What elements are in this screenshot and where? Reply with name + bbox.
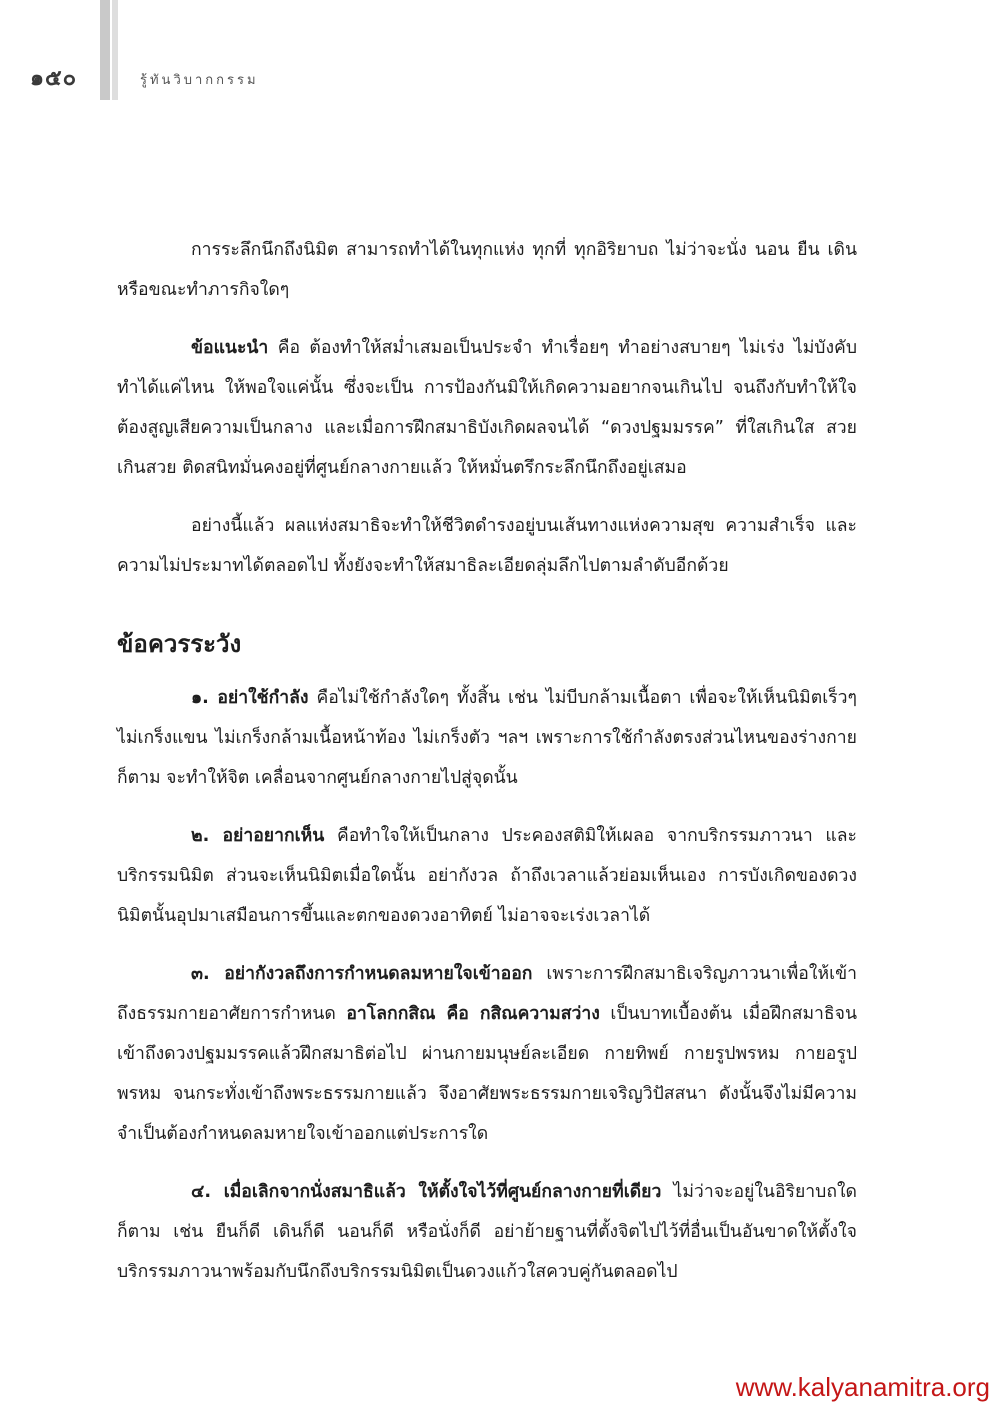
caution-item-text-continued: เป็นบาทเบื้องต้น เมื่อฝึกสมาธิจนเข้าถึงดวงปฐมมรรคแล้วฝึกสมาธิต่อไป ผ่านกายมนุษย์ละเอียด กายทิพย์ กายรูปพรหม กายอรูปพรหม จนกระทั่งเข้าถึงพระธรรมกายแล้ว จึงอาศัยพระธรรมกายเจริญวิปัสสนา ดังนั้นจึงไม่มีความจำเป็นต้องกำหนดลมหายใจเข้าออกแต่ประการใด (117, 1004, 857, 1144)
caution-item-text: เพราะการฝึกสมาธิเจริญภาวนาเพื่อให้เข้าถึงธรรมกายอาศัยการกำหนด (117, 964, 857, 1024)
paragraph-text: การระลึกนึกถึงนิมิต สามารถทำได้ในทุกแห่ง ทุกที่ ทุกอิริยาบถ ไม่ว่าจะนั่ง นอน ยืน เดิน หรือขณะทำภารกิจใดๆ (117, 240, 857, 300)
paragraph-lead: ข้อแนะนำ (191, 338, 269, 358)
caution-item (117, 816, 857, 936)
gutter-bar (100, 0, 110, 100)
gutter-bar-light (112, 0, 118, 100)
running-title: รู้ทันวิบากกรรม (140, 73, 259, 88)
footer-url-link[interactable]: www.kalyanamitra.org (735, 1372, 990, 1402)
paragraph-text: คือ ต้องทำให้สม่ำเสมอเป็นประจำ ทำเรื่อยๆ ทำอย่างสบายๆ ไม่เร่ง ไม่บังคับ ทำได้แค่ไหน ให้พอใจแค่นั้น ซึ่งจะเป็น การป้องกันมิให้เกิดความอยากจนเกินไป จนถึงกับทำให้ใจต้องสูญเสียความเป็นกลาง และเมื่อการฝึกสมาธิบังเกิดผลจนได้ “ดวงปฐมมรรค” ที่ใสเกินใส สวยเกินสวย ติดสนิทมั่นคงอยู่ที่ศูนย์กลางกายแล้ว ให้หมั่นตรึกระลึกนึกถึงอยู่เสมอ (117, 338, 857, 478)
page-number: ๑๕๐ (30, 65, 78, 91)
section-heading: ข้อควรระวัง (117, 630, 242, 658)
caution-item (117, 954, 857, 1154)
paragraph-text: อย่างนี้แล้ว ผลแห่งสมาธิจะทำให้ชีวิตดำรงอยู่บนเส้นทางแห่งความสุข ความสำเร็จ และความไม่ประมาทได้ตลอดไป ทั้งยังจะทำให้สมาธิละเอียดลุ่มลึกไปตามลำดับอีกด้วย (117, 516, 857, 576)
caution-item (117, 678, 857, 798)
page-body (117, 230, 857, 1310)
paragraph (117, 230, 857, 310)
caution-item-text: คือทำใจให้เป็นกลาง ประคองสติมิให้เผลอ จากบริกรรมภาวนา และบริกรรมนิมิต ส่วนจะเห็นนิมิตเมื่อใดนั้น อย่ากังวล ถ้าถึงเวลาแล้วย่อมเห็นเอง การบังเกิดของดวงนิมิตนั้นอุปมาเสมือนการขึ้นและตกของดวงอาทิตย์ ไม่อาจจะเร่งเวลาได้ (117, 826, 857, 926)
caution-item (117, 1172, 857, 1292)
caution-item-lead: ๒. อย่าอยากเห็น (191, 826, 325, 846)
caution-item-text: ไม่ว่าจะอยู่ในอิริยาบถใดก็ตาม เช่น ยืนก็ดี เดินก็ดี นอนก็ดี หรือนั่งก็ดี อย่าย้ายฐานที่ตั้งจิตไปไว้ที่อื่นเป็นอันขาดให้ตั้งใจบริกรรมภาวนาพร้อมกับนึกถึงบริกรรมนิมิตเป็นดวงแก้วใสควบคู่กันตลอดไป (117, 1182, 857, 1282)
caution-item-lead: ๓. อย่ากังวลถึงการกำหนดลมหายใจเข้าออก (191, 964, 533, 984)
caution-item-text: คือไม่ใช้กำลังใดๆ ทั้งสิ้น เช่น ไม่บีบกล้ามเนื้อตา เพื่อจะให้เห็นนิมิตเร็วๆ ไม่เกร็งแขน ไม่เกร็งกล้ามเนื้อหน้าท้อง ไม่เกร็งตัว ฯลฯ เพราะการใช้กำลังตรงส่วนไหนของร่างกายก็ตาม จะทำให้จิต เคลื่อนจากศูนย์กลางกายไปสู่จุดนั้น (117, 688, 857, 788)
paragraph (117, 328, 857, 488)
caution-item-emphasis: อาโลกกสิณ คือ กสิณความสว่าง (346, 1004, 600, 1024)
caution-item-lead: ๔. เมื่อเลิกจากนั่งสมาธิแล้ว ให้ตั้งใจไว้ที่ศูนย์กลางกายที่เดียว (191, 1182, 662, 1202)
caution-item-lead: ๑. อย่าใช้กำลัง (191, 688, 309, 708)
paragraph (117, 506, 857, 586)
